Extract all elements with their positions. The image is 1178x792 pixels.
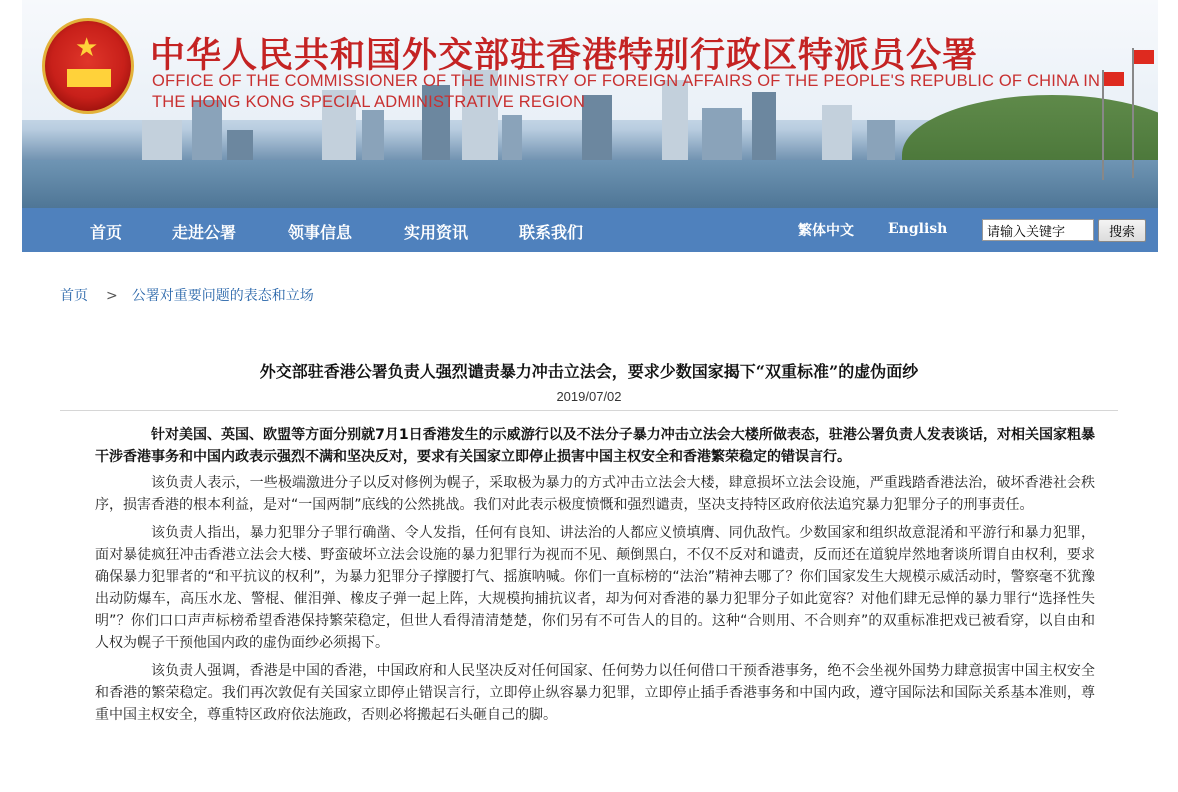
emblem-star-icon: ★ bbox=[75, 33, 99, 63]
divider bbox=[60, 410, 1118, 411]
nav-item-contact[interactable]: 联系我们 bbox=[519, 223, 584, 242]
article-paragraph: 针对美国、英国、欧盟等方面分别就7月1日香港发生的示威游行以及不法分子暴力冲击立法会大楼所做表态，驻港公署负责人发表谈话，对相关国家粗暴干涉香港事务和中国内政表示强烈不满和坚决反对，要求有关国家立即停止损害中国主权安全和香港繁荣稳定的错误言行。 bbox=[95, 427, 1095, 465]
article-body bbox=[95, 424, 1095, 732]
national-emblem-icon bbox=[42, 18, 134, 114]
article-paragraph: 该负责人指出，暴力犯罪分子罪行确凿、令人发指，任何有良知、讲法治的人都应义愤填膺、同仇敌忾。少数国家和组织故意混淆和平游行和暴力犯罪，面对暴徒疯狂冲击香港立法会大楼、野蛮破坏立法会设施的暴力犯罪行为视而不见、颠倒黑白，不仅不反对和谴责，反而还在道貌岸然地奢谈所谓自由权利，要求确保暴力犯罪者的“和平抗议的权利”，为暴力犯罪分子撑腰打气、摇旗呐喊。你们一直标榜的“法治”精神去哪了？你们国家发生大规模示威活动时，警察毫不犹豫出动防爆车，高压水龙、警棍、催泪弹、橡皮子弹一起上阵，大规模拘捕抗议者，却为何对香港的暴力犯罪分子如此宽容？对他们肆无忌惮的暴力罪行“选择性失明”？你们口口声声标榜希望香港保持繁荣稳定，但世人看得清清楚楚，你们另有不可告人的目的。这种“合则用、不合则弃”的双重标准把戏已被看穿，以自由和人权为幌子干预他国内政的虚伪面纱必须揭下。 bbox=[95, 525, 1095, 651]
nav-item-about[interactable]: 走进公署 bbox=[172, 223, 237, 242]
flag-icon bbox=[1104, 72, 1124, 86]
breadcrumb bbox=[60, 285, 314, 305]
nav-item-consular[interactable]: 领事信息 bbox=[288, 223, 353, 242]
article-date: 2019/07/02 bbox=[556, 389, 622, 404]
breadcrumb-home[interactable]: 首页 bbox=[60, 288, 88, 304]
nav-item-home[interactable]: 首页 bbox=[90, 223, 123, 242]
article-title: 外交部驻香港公署负责人强烈谴责暴力冲击立法会，要求少数国家揭下“双重标准”的虚伪面纱 bbox=[259, 362, 919, 381]
emblem-gate-icon bbox=[67, 69, 111, 87]
search-button[interactable]: 搜索 bbox=[1098, 219, 1146, 242]
lang-english-link[interactable]: English bbox=[888, 221, 948, 237]
banner-harbour bbox=[22, 160, 1158, 208]
flagpole bbox=[1102, 70, 1104, 180]
breadcrumb-section[interactable]: 公署对重要问题的表态和立场 bbox=[131, 288, 314, 304]
flag-icon bbox=[1134, 50, 1154, 64]
site-title-en-line2: THE HONG KONG SPECIAL ADMINISTRATIVE REGION bbox=[152, 93, 586, 111]
site-title-en-line1: OFFICE OF THE COMMISSIONER OF THE MINISTRY OF FOREIGN AFFAIRS OF THE PEOPLE'S REPUBLIC OF CHINA IN bbox=[152, 72, 1101, 90]
flagpole bbox=[1132, 48, 1134, 178]
main-nav bbox=[22, 208, 1158, 252]
nav-item-info[interactable]: 实用资讯 bbox=[404, 223, 469, 242]
breadcrumb-separator: > bbox=[106, 288, 118, 304]
article-paragraph: 该负责人强调，香港是中国的香港，中国政府和人民坚决反对任何国家、任何势力以任何借口干预香港事务，绝不会坐视外国势力肆意损害中国主权安全和香港的繁荣稳定。我们再次敦促有关国家立即停止错误言行，立即停止纵容暴力犯罪，立即停止插手香港事务和中国内政，遵守国际法和国际关系基本准则，尊重中国主权安全，尊重特区政府依法施政，否则必将搬起石头砸自己的脚。 bbox=[95, 663, 1095, 723]
site-title-cn: 中华人民共和国外交部驻香港特别行政区特派员公署 bbox=[150, 35, 979, 76]
search-input[interactable] bbox=[982, 219, 1094, 241]
article-paragraph: 该负责人表示，一些极端激进分子以反对修例为幌子，采取极为暴力的方式冲击立法会大楼，肆意损坏立法会设施，严重践踏香港法治，破坏香港社会秩序，损害香港的根本利益，是对“一国两制”底线的公然挑战。我们对此表示极度愤慨和强烈谴责，坚决支持特区政府依法追究暴力犯罪分子的刑事责任。 bbox=[95, 475, 1095, 513]
lang-traditional-link[interactable]: 繁体中文 bbox=[798, 223, 854, 239]
